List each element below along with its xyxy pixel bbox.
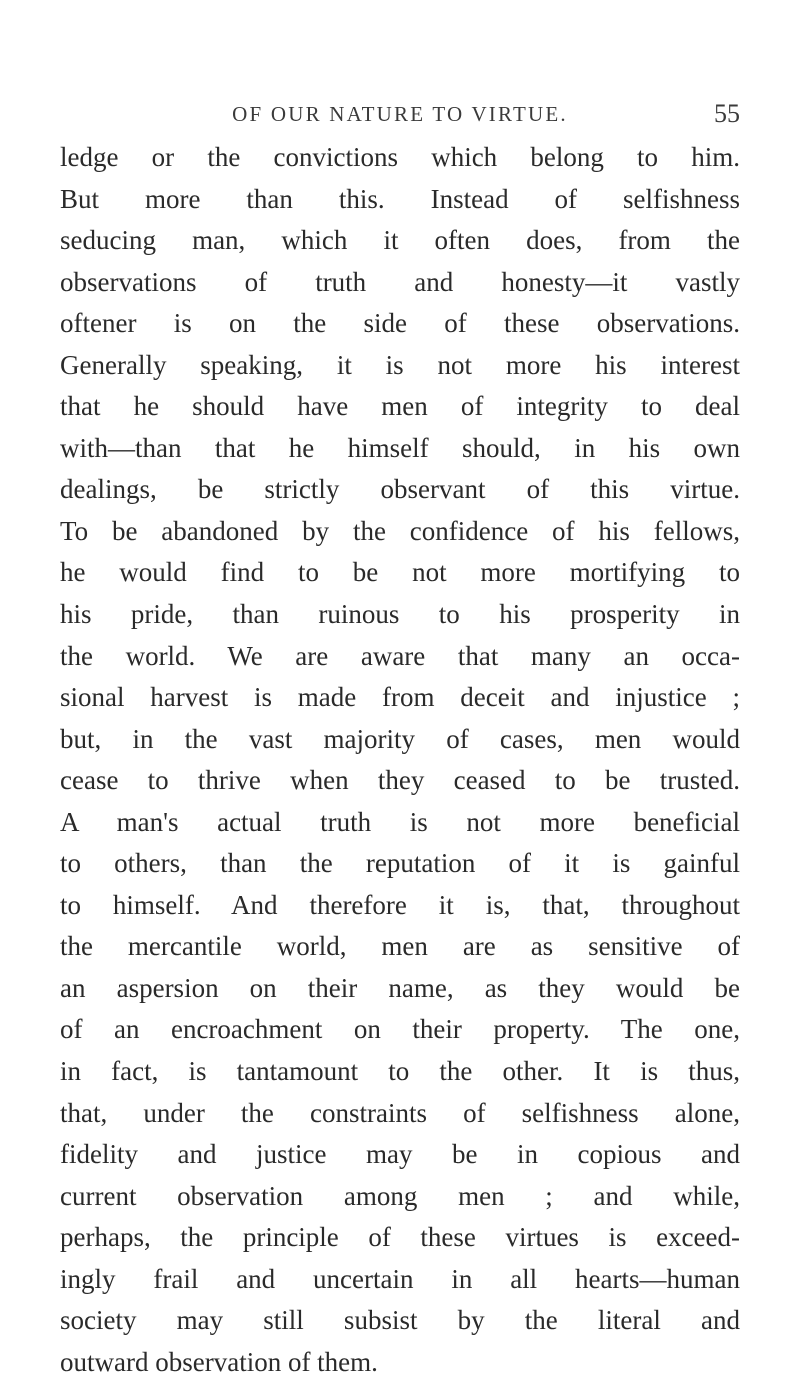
text-line: of an encroachment on their property. The one, — [60, 1014, 740, 1045]
text-line: seducing man, which it often does, from the — [60, 225, 740, 256]
text-line: sional harvest is made from deceit and injustice ; — [60, 682, 740, 713]
text-line: the world. We are aware that many an occa- — [60, 640, 740, 671]
text-line: but, in the vast majority of cases, men would — [60, 723, 740, 754]
text-line: observations of truth and honesty—it vastly — [60, 266, 740, 297]
text-line: to himself. And therefore it is, that, throughout — [60, 889, 740, 920]
text-line: current observation among men ; and while, — [60, 1180, 740, 1211]
text-line: he would find to be not more mortifying to — [60, 557, 740, 588]
text-line: with—than that he himself should, in his own — [60, 432, 740, 463]
text-line: dealings, be strictly observant of this virtue. — [60, 474, 740, 505]
text-line: fidelity and justice may be in copious and — [60, 1139, 740, 1170]
running-head — [60, 96, 740, 132]
body-text — [60, 137, 740, 1383]
text-line: A man's actual truth is not more beneficial — [60, 806, 740, 837]
text-line: the mercantile world, men are as sensitive of — [60, 931, 740, 962]
text-line: ingly frail and uncertain in all hearts—human — [60, 1263, 740, 1294]
text-line: perhaps, the principle of these virtues is exceed- — [60, 1222, 740, 1253]
text-line: his pride, than ruinous to his prosperity in — [60, 599, 740, 630]
text-line: in fact, is tantamount to the other. It is thus, — [60, 1056, 740, 1087]
text-line: to others, than the reputation of it is gainful — [60, 848, 740, 879]
text-line: that he should have men of integrity to deal — [60, 391, 740, 422]
text-line: But more than this. Instead of selfishness — [60, 183, 740, 214]
text-line: Generally speaking, it is not more his interest — [60, 349, 740, 380]
page-number: 55 — [714, 99, 740, 128]
text-line: To be abandoned by the confidence of his fellows, — [60, 515, 740, 546]
text-line: society may still subsist by the literal and — [60, 1305, 740, 1336]
text-line: ledge or the convictions which belong to him. — [60, 142, 740, 172]
running-title: OF OUR NATURE TO VIRTUE. — [232, 102, 568, 126]
text-line: an aspersion on their name, as they would be — [60, 972, 740, 1003]
text-line: oftener is on the side of these observations. — [60, 308, 740, 339]
text-line: that, under the constraints of selfishness alone, — [60, 1097, 740, 1128]
text-line: cease to thrive when they ceased to be trusted. — [60, 765, 740, 796]
text-line-last: outward observation of them. — [60, 1346, 378, 1377]
